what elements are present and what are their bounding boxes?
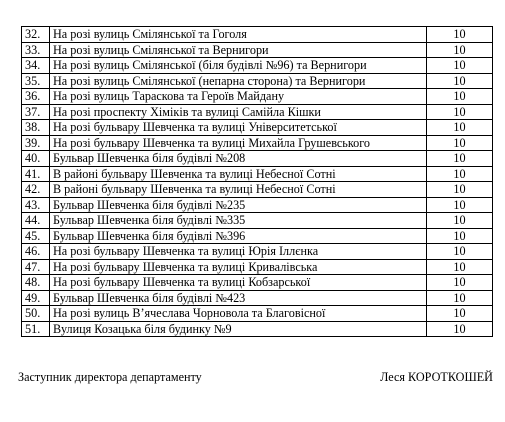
location-cell: На розі бульвару Шевченка та вулиці Михайла Грушевського: [50, 135, 427, 151]
location-cell: На розі вулиць Смілянської (біля будівлі №96) та Вернигори: [50, 58, 427, 74]
location-cell: Вулиця Козацька біля будинку №9: [50, 321, 427, 337]
row-number-cell: 36.: [22, 89, 50, 105]
location-cell: Бульвар Шевченка біля будівлі №335: [50, 213, 427, 229]
table-row: [22, 104, 493, 120]
table-row: [22, 58, 493, 74]
table-row: [22, 244, 493, 260]
table-row: [22, 135, 493, 151]
quantity-cell: 10: [427, 228, 493, 244]
locations-table-body: [22, 27, 493, 337]
quantity-cell: 10: [427, 259, 493, 275]
location-cell: На розі вулиць Смілянської та Вернигори: [50, 42, 427, 58]
row-number-cell: 33.: [22, 42, 50, 58]
quantity-cell: 10: [427, 27, 493, 43]
quantity-cell: 10: [427, 58, 493, 74]
quantity-cell: 10: [427, 275, 493, 291]
quantity-cell: 10: [427, 244, 493, 260]
row-number-cell: 45.: [22, 228, 50, 244]
table-row: [22, 321, 493, 337]
quantity-cell: 10: [427, 42, 493, 58]
location-cell: Бульвар Шевченка біля будівлі №423: [50, 290, 427, 306]
location-cell: На розі бульвару Шевченка та вулиці Кобзарської: [50, 275, 427, 291]
table-row: [22, 27, 493, 43]
quantity-cell: 10: [427, 321, 493, 337]
table-row: [22, 259, 493, 275]
row-number-cell: 48.: [22, 275, 50, 291]
row-number-cell: 39.: [22, 135, 50, 151]
locations-table: [21, 26, 493, 337]
row-number-cell: 37.: [22, 104, 50, 120]
quantity-cell: 10: [427, 120, 493, 136]
table-row: [22, 213, 493, 229]
table-row: [22, 120, 493, 136]
location-cell: Бульвар Шевченка біля будівлі №396: [50, 228, 427, 244]
signatory-position: Заступник директора департаменту: [18, 370, 202, 384]
row-number-cell: 51.: [22, 321, 50, 337]
row-number-cell: 32.: [22, 27, 50, 43]
location-cell: На розі вулиць Смілянської (непарна сторона) та Вернигори: [50, 73, 427, 89]
quantity-cell: 10: [427, 104, 493, 120]
location-cell: Бульвар Шевченка біля будівлі №208: [50, 151, 427, 167]
row-number-cell: 35.: [22, 73, 50, 89]
location-cell: На розі бульвару Шевченка та вулиці Кривалівська: [50, 259, 427, 275]
quantity-cell: 10: [427, 73, 493, 89]
table-row: [22, 275, 493, 291]
location-cell: На розі вулиць Смілянської та Гоголя: [50, 27, 427, 43]
row-number-cell: 38.: [22, 120, 50, 136]
location-cell: На розі бульвару Шевченка та вулиці Юрія Іллєнка: [50, 244, 427, 260]
row-number-cell: 47.: [22, 259, 50, 275]
location-cell: Бульвар Шевченка біля будівлі №235: [50, 197, 427, 213]
quantity-cell: 10: [427, 290, 493, 306]
quantity-cell: 10: [427, 166, 493, 182]
row-number-cell: 34.: [22, 58, 50, 74]
row-number-cell: 44.: [22, 213, 50, 229]
quantity-cell: 10: [427, 151, 493, 167]
location-cell: На розі вулиць Тараскова та Героїв Майдану: [50, 89, 427, 105]
quantity-cell: 10: [427, 213, 493, 229]
row-number-cell: 50.: [22, 306, 50, 322]
table-row: [22, 166, 493, 182]
location-cell: В районі бульвару Шевченка та вулиці Небесної Сотні: [50, 182, 427, 198]
table-row: [22, 290, 493, 306]
table-row: [22, 151, 493, 167]
row-number-cell: 43.: [22, 197, 50, 213]
row-number-cell: 41.: [22, 166, 50, 182]
quantity-cell: 10: [427, 182, 493, 198]
quantity-cell: 10: [427, 89, 493, 105]
row-number-cell: 49.: [22, 290, 50, 306]
table-row: [22, 306, 493, 322]
location-cell: На розі бульвару Шевченка та вулиці Університетської: [50, 120, 427, 136]
quantity-cell: 10: [427, 135, 493, 151]
row-number-cell: 46.: [22, 244, 50, 260]
row-number-cell: 40.: [22, 151, 50, 167]
location-cell: На розі проспекту Хіміків та вулиці Самійла Кішки: [50, 104, 427, 120]
table-row: [22, 197, 493, 213]
table-row: [22, 182, 493, 198]
location-cell: На розі вулиць В’ячеслава Чорновола та Благовісної: [50, 306, 427, 322]
location-cell: В районі бульвару Шевченка та вулиці Небесної Сотні: [50, 166, 427, 182]
quantity-cell: 10: [427, 306, 493, 322]
row-number-cell: 42.: [22, 182, 50, 198]
table-row: [22, 228, 493, 244]
signatory-name: Леся КОРОТКОШЕЙ: [380, 370, 493, 384]
table-row: [22, 89, 493, 105]
table-row: [22, 73, 493, 89]
quantity-cell: 10: [427, 197, 493, 213]
table-row: [22, 42, 493, 58]
